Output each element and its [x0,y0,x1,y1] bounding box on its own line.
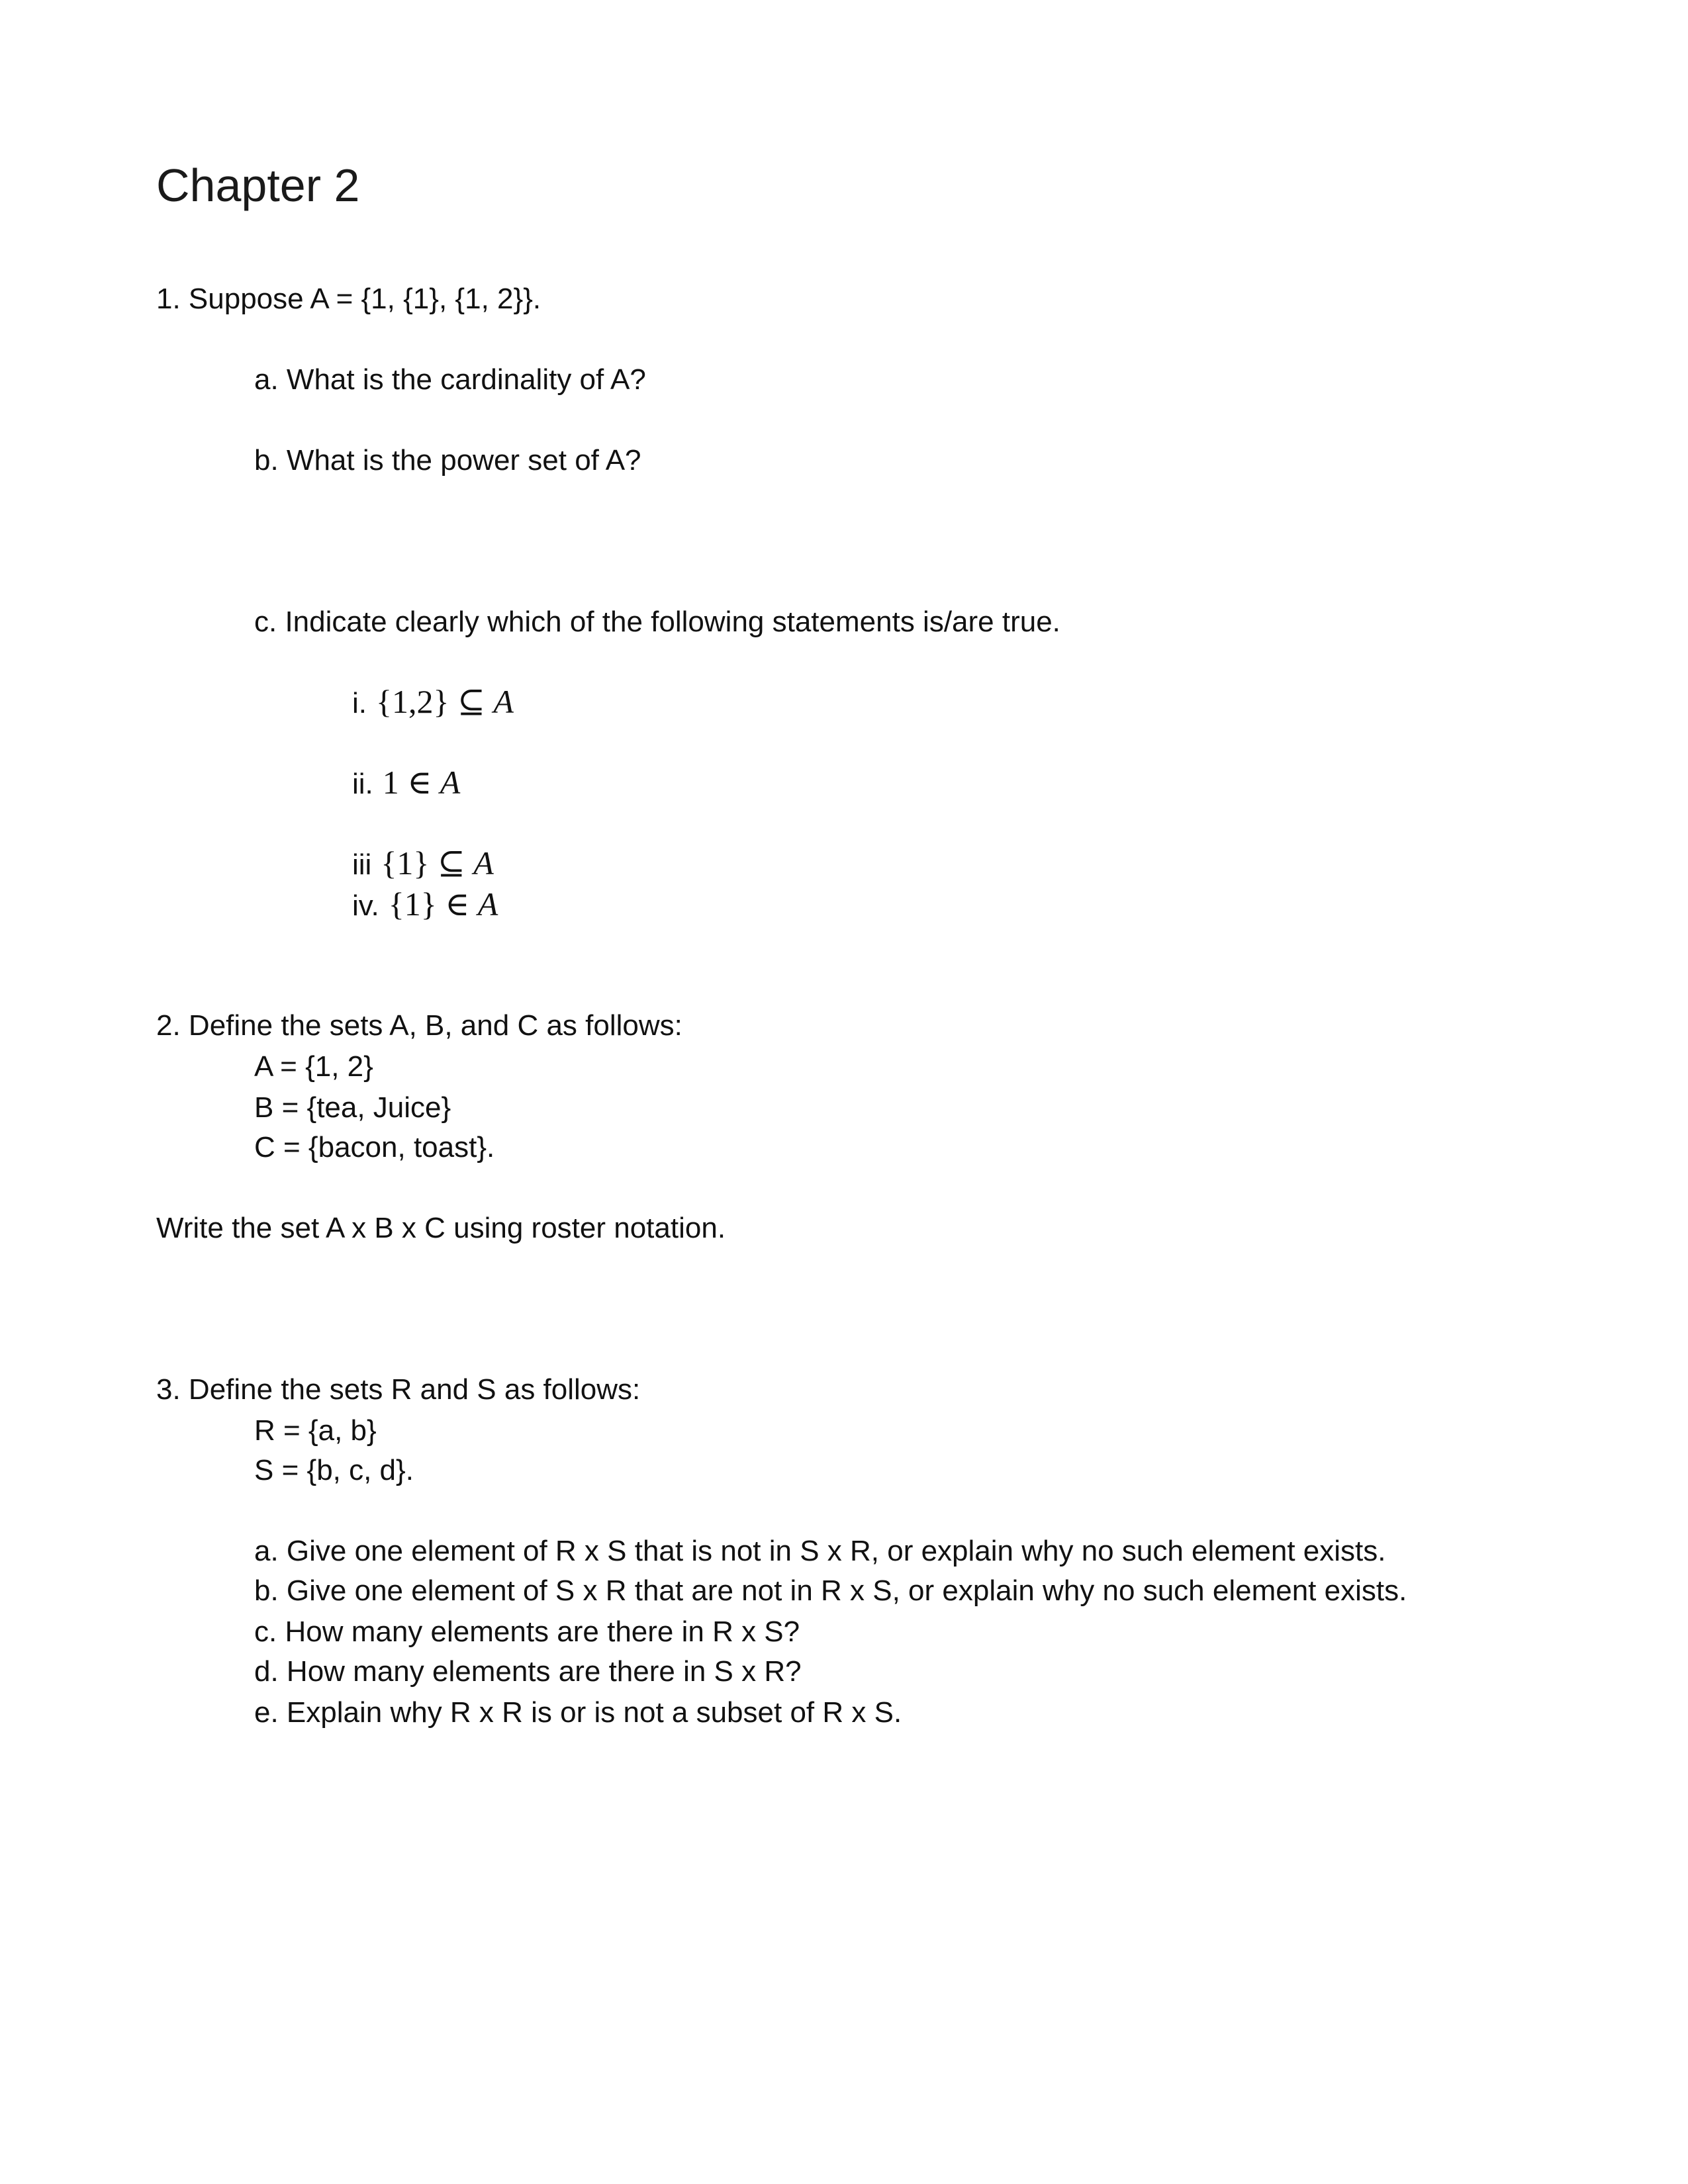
statement-relation: ⊆ [457,683,485,720]
q2-task: Write the set A x B x C using roster notation. [156,1212,726,1244]
statement-label: i. [352,687,367,719]
q3-set: S = {b, c, d}. [254,1454,414,1486]
q3-part: b. Give one element of S x R that are not in R x S, or explain why no such element exists. [254,1574,1407,1607]
q2-set: C = {bacon, toast}. [254,1131,495,1163]
q3-part: a. Give one element of R x S that is not in S x R, or explain why no such element exists. [254,1535,1386,1567]
q3-part: c. How many elements are there in R x S? [254,1615,800,1648]
statement-rhs: A [493,683,514,720]
q3-part: e. Explain why R x R is or is not a subset of R x S. [254,1696,902,1729]
statement-label: iv. [352,889,379,922]
statement-lhs: {1} [381,844,430,882]
q3-prompt: 3. Define the sets R and S as follows: [156,1373,641,1406]
statement-relation: ∈ [407,764,432,801]
q3-part: d. How many elements are there in S x R? [254,1655,802,1688]
q3-set: R = {a, b} [254,1414,377,1447]
q1-part-b: b. What is the power set of A? [254,444,641,477]
statement-label: iii [352,848,372,881]
statement-relation: ⊆ [437,844,465,882]
q1-statement [352,844,494,884]
statement-relation: ∈ [445,886,470,923]
q1-part-a: a. What is the cardinality of A? [254,363,646,396]
statement-label: ii. [352,768,373,800]
q2-set: A = {1, 2} [254,1050,373,1083]
statement-rhs: A [473,844,494,882]
q1-part-c: c. Indicate clearly which of the following statements is/are true. [254,606,1060,638]
statement-lhs: 1 [382,764,399,801]
statement-lhs: {1,2} [376,683,449,720]
statement-rhs: A [477,886,498,923]
chapter-title: Chapter 2 [156,159,360,211]
q2-set: B = {tea, Juice} [254,1091,451,1124]
q1-prompt: 1. Suppose A = {1, {1}, {1, 2}}. [156,283,541,315]
q1-statement [352,764,460,803]
q1-statement [352,683,514,722]
statement-rhs: A [440,764,461,801]
q2-prompt: 2. Define the sets A, B, and C as follows: [156,1009,682,1042]
q1-statement [352,886,498,925]
statement-lhs: {1} [388,886,437,923]
